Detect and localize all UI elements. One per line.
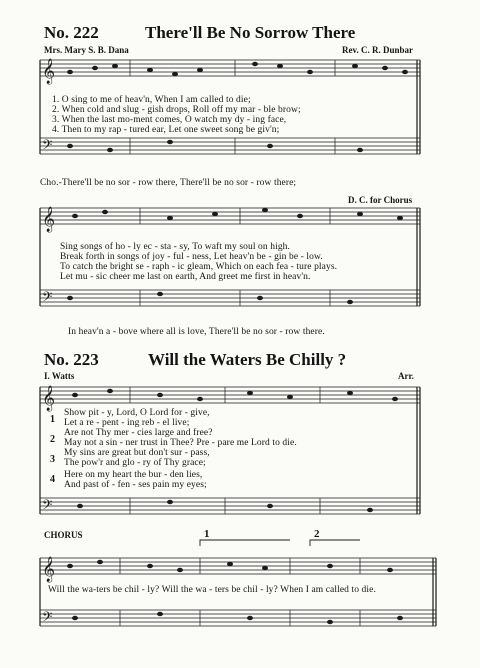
chorus-text-line: Will the wa-ters be chil - ly? Will the wa - ters be chil - ly? When I am called to die. (48, 585, 376, 595)
svg-text:𝄞: 𝄞 (42, 386, 56, 411)
hymn-number: No. 222 (44, 23, 99, 42)
first-ending-label: 1 (204, 528, 210, 540)
svg-text:𝄢: 𝄢 (42, 289, 53, 308)
verse-line: May not a sin - ner trust in Thee? Pre - pare me Lord to die. (64, 438, 297, 448)
verse-line: To catch the bright se - raph - ic gleam, Which on each fea - ture plays. (60, 262, 338, 272)
svg-text:𝄢: 𝄢 (42, 137, 53, 156)
svg-text:𝄢: 𝄢 (42, 609, 53, 628)
hymn-title: Will the Waters Be Chilly ? (148, 350, 347, 369)
arranger-credit: Arr. (398, 371, 414, 381)
second-ending-label: 2 (314, 528, 320, 540)
verse-line: Break forth in songs of joy - ful - ness, Let heav'n be - gin be - low. (60, 252, 323, 262)
verse-line: 3. When the last mo-ment comes, O watch my dy - ing face, (52, 115, 287, 125)
verse-line: 2. When cold and slug - gish drops, Roll off my mar - ble brow; (52, 105, 301, 115)
dc-direction: D. C. for Chorus (348, 195, 413, 205)
lyricist-credit: Mrs. Mary S. B. Dana (44, 45, 129, 55)
svg-text:𝄞: 𝄞 (42, 59, 56, 84)
verse-line: And past of - fen - ses pain my eyes; (64, 480, 207, 490)
composer-credit: Rev. C. R. Dunbar (342, 45, 414, 55)
hymn-title: There'll Be No Sorrow There (145, 23, 356, 42)
svg-text:𝄢: 𝄢 (42, 497, 53, 516)
verse-line: Are not Thy mer - cies large and free? (64, 428, 213, 438)
verse-line: Let a re - pent - ing reb - el live; (64, 418, 190, 428)
svg-text:𝄞: 𝄞 (42, 207, 56, 232)
verse-line: Let mu - sic cheer me last on earth, And greet me first in heav'n. (60, 272, 311, 282)
verse-line: 4. Then to my rap - tured ear, Let one sweet song be giv'n; (52, 125, 280, 135)
chorus-bass-line: Cho.-There'll be no sor - row there, There'll be no sor - row there; (40, 178, 297, 188)
staff-lines (40, 60, 436, 626)
verse-line: Show pit - y, Lord, O Lord for - give, (64, 408, 210, 418)
verse-number: 2 (50, 434, 55, 445)
svg-text:𝄞: 𝄞 (42, 557, 56, 582)
lyricist-credit: I. Watts (44, 371, 75, 381)
verse-number: 4 (50, 474, 55, 485)
verse-number: 1 (50, 414, 55, 425)
chorus-label: CHORUS (44, 530, 83, 540)
hymn-number: No. 223 (44, 350, 99, 369)
verse-line: Here on my heart the bur - den lies, (64, 470, 203, 480)
verse-line: The pow'r and glo - ry of Thy grace; (64, 458, 206, 468)
verse-number: 3 (50, 454, 55, 465)
verse-line: Sing songs of ho - ly ec - sta - sy, To waft my soul on high. (60, 242, 290, 252)
chorus-bass-line: In heav'n a - bove where all is love, There'll be no sor - row there. (68, 327, 325, 337)
verse-line: 1. O sing to me of heav'n, When I am called to die; (52, 95, 251, 105)
verse-line: My sins are great but don't sur - pass, (64, 448, 210, 458)
